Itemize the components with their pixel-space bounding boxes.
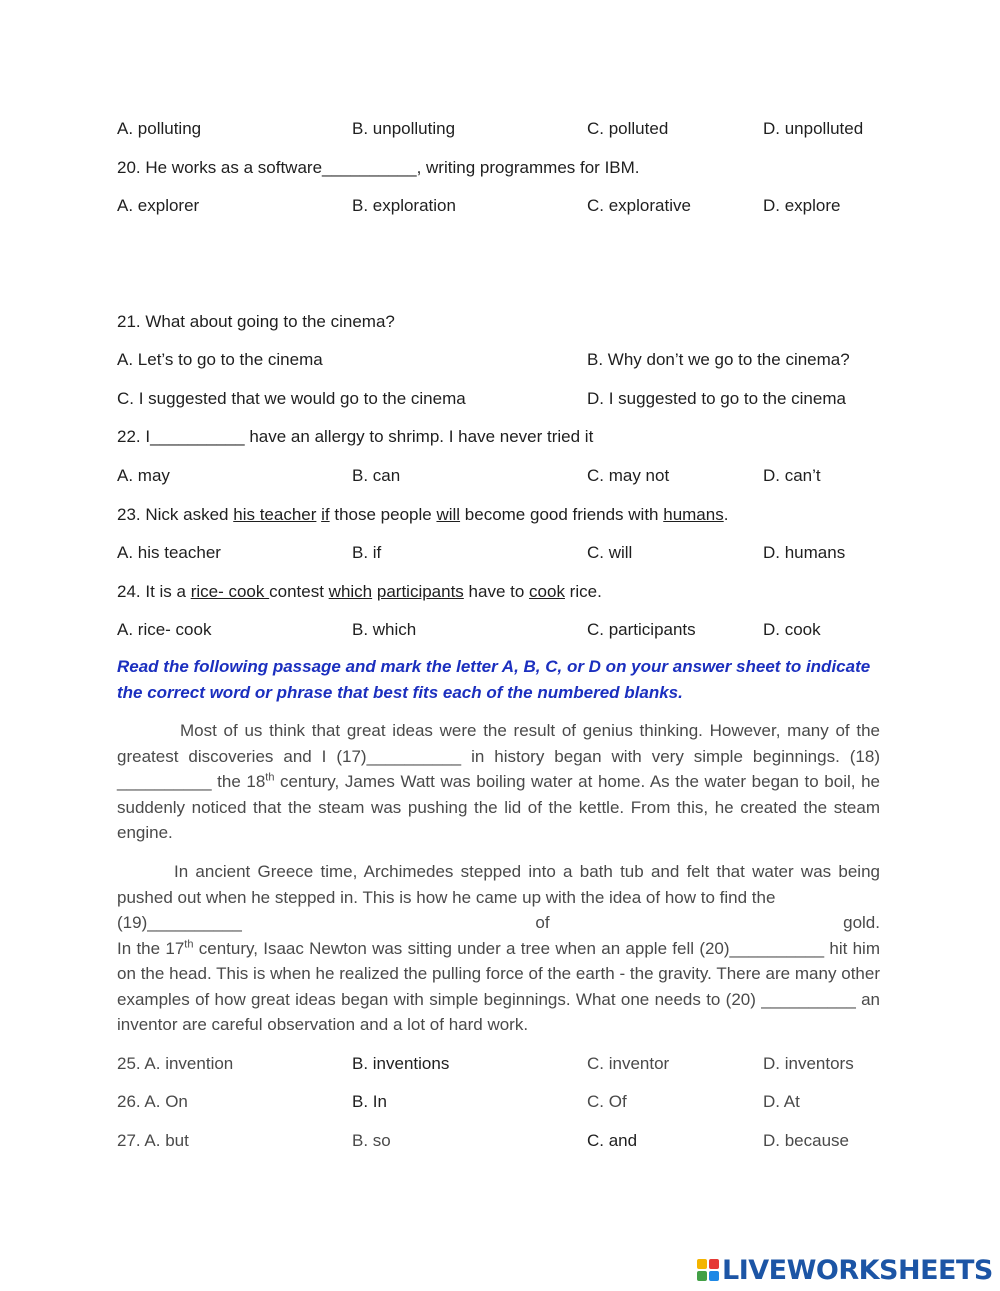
- q23-text: 23. Nick asked: [117, 505, 234, 524]
- q20-option-a[interactable]: A. explorer: [117, 196, 200, 215]
- passage-p2-start: In ancient Greece time, Archimedes stepped into a bath tub and felt that water was being pushed out when he stepped in. This is how he came up with the idea of how to find the: [117, 862, 880, 907]
- logo-square: [697, 1259, 707, 1269]
- q21-options-row2: [117, 387, 881, 411]
- passage-p1-end: century, James Watt was boiling water at home. As the water began to boil, he suddenly noticed that the steam was pushing the lid of the kettle. From this, he created the steam engine.: [117, 772, 880, 842]
- passage-p2-end: century, Isaac Newton was sitting under a tree when an apple fell (20)__________ hit him on the head. This is when he realized the pulling force of the earth - the gravity. There are many other examples of how great ideas began with simple beginnings. What one needs to (20) __________ an inventor are careful observation and a lot of hard work.: [117, 938, 880, 1034]
- q25-options: [117, 1052, 881, 1076]
- q20-option-c[interactable]: C. explorative: [587, 196, 691, 215]
- passage-paragraph-1: [117, 718, 880, 846]
- passage-p1-sup: th: [265, 771, 275, 784]
- passage-word-gold: gold.: [843, 913, 880, 932]
- q23-question: [117, 503, 881, 527]
- q24-underlined-a: rice- cook: [190, 582, 270, 601]
- q19-option-a[interactable]: A. polluting: [117, 119, 202, 138]
- q21-option-d[interactable]: D. I suggested to go to the cinema: [587, 389, 846, 408]
- q25-option-d[interactable]: D. inventors: [763, 1054, 854, 1073]
- passage-paragraph-2: [117, 859, 880, 1038]
- q21-option-a[interactable]: A. Let’s to go to the cinema: [117, 350, 323, 369]
- q20-option-d[interactable]: D. explore: [763, 196, 841, 215]
- q22-option-a[interactable]: A. may: [117, 466, 170, 485]
- q23-option-b[interactable]: B. if: [352, 543, 382, 562]
- q23-text: become good friends with: [460, 505, 664, 524]
- q20-options: [117, 194, 881, 218]
- q23-option-a[interactable]: A. his teacher: [117, 543, 221, 562]
- q21-question: 21. What about going to the cinema?: [117, 312, 395, 331]
- q19-option-c[interactable]: C. polluted: [587, 119, 669, 138]
- q26-options: [117, 1090, 881, 1114]
- q24-underlined-c: participants: [376, 582, 464, 601]
- q24-text: contest: [269, 582, 329, 601]
- q21-option-c[interactable]: C. I suggested that we would go to the cinema: [117, 389, 466, 408]
- q19-option-d[interactable]: D. unpolluted: [763, 119, 864, 138]
- q24-question: [117, 580, 881, 604]
- passage-p2-mid: In the 17: [117, 938, 185, 958]
- q22-option-b[interactable]: B. can: [352, 466, 401, 485]
- q19-options: [117, 117, 881, 141]
- q24-option-a[interactable]: A. rice- cook: [117, 620, 212, 639]
- q23-underlined-a: his teacher: [233, 505, 317, 524]
- q26-option-c[interactable]: C. Of: [587, 1092, 627, 1111]
- q27-option-b[interactable]: B. so: [352, 1131, 391, 1150]
- q22-question: 22. I__________ have an allergy to shrimp. I have never tried it: [117, 427, 594, 446]
- logo-text: LIVEWORKSHEETS: [722, 1254, 993, 1286]
- q22-option-d[interactable]: D. can’t: [763, 466, 821, 485]
- q24-options: [117, 618, 881, 642]
- q22-options: [117, 464, 881, 488]
- q27-option-d[interactable]: D. because: [763, 1131, 849, 1150]
- passage-p1-start: Most of us think that great ideas were the result of genius thinking. However, many of the greatest discoveries and I (17)__________ in history began with very simple beginnings. (18) __________ the 18: [117, 721, 880, 791]
- logo-squares-icon: [697, 1259, 719, 1281]
- q22-option-c[interactable]: C. may not: [587, 466, 670, 485]
- q24-text: have to: [463, 582, 530, 601]
- logo-square: [709, 1271, 719, 1281]
- liveworksheets-logo: [697, 1255, 993, 1285]
- q20-option-b[interactable]: B. exploration: [352, 196, 456, 215]
- blank-19[interactable]: (19)__________: [117, 913, 242, 932]
- q23-underlined-d: humans: [663, 505, 724, 524]
- q26-option-d[interactable]: D. At: [763, 1092, 800, 1111]
- q21-option-b[interactable]: B. Why don’t we go to the cinema?: [587, 350, 850, 369]
- q23-text: .: [723, 505, 729, 524]
- passage-instruction: Read the following passage and mark the letter A, B, C, or D on your answer sheet to indicate the correct word or phrase that best fits each of the numbered blanks.: [117, 657, 871, 702]
- q25-option-c[interactable]: C. inventor: [587, 1054, 670, 1073]
- q25-option-b[interactable]: B. inventions: [352, 1054, 450, 1073]
- q23-option-d[interactable]: D. humans: [763, 543, 846, 562]
- q24-underlined-d: cook: [529, 582, 565, 601]
- q27-option-a[interactable]: 27. A. but: [117, 1131, 189, 1150]
- q24-option-b[interactable]: B. which: [352, 620, 417, 639]
- q20-question: 20. He works as a software__________, writing programmes for IBM.: [117, 158, 640, 177]
- q25-option-a[interactable]: 25. A. invention: [117, 1054, 234, 1073]
- q24-option-d[interactable]: D. cook: [763, 620, 821, 639]
- q23-option-c[interactable]: C. will: [587, 543, 633, 562]
- q23-text: those people: [329, 505, 437, 524]
- logo-square: [709, 1259, 719, 1269]
- q24-text: 24. It is a: [117, 582, 191, 601]
- passage-word-of: of: [535, 913, 550, 932]
- q23-underlined-b: if: [321, 505, 330, 524]
- q23-options: [117, 541, 881, 565]
- logo-square: [697, 1271, 707, 1281]
- passage-p2-justified-line: [117, 910, 880, 936]
- q26-option-a[interactable]: 26. A. On: [117, 1092, 188, 1111]
- q24-option-c[interactable]: C. participants: [587, 620, 696, 639]
- q24-underlined-b: which: [328, 582, 373, 601]
- q21-options-row1: [117, 348, 881, 372]
- q24-text: rice.: [564, 582, 602, 601]
- q23-underlined-c: will: [436, 505, 461, 524]
- q27-options: [117, 1129, 881, 1153]
- q27-option-c[interactable]: C. and: [587, 1131, 638, 1150]
- q26-option-b[interactable]: B. In: [352, 1092, 387, 1111]
- q19-option-b[interactable]: B. unpolluting: [352, 119, 456, 138]
- passage-p2-sup: th: [184, 937, 194, 950]
